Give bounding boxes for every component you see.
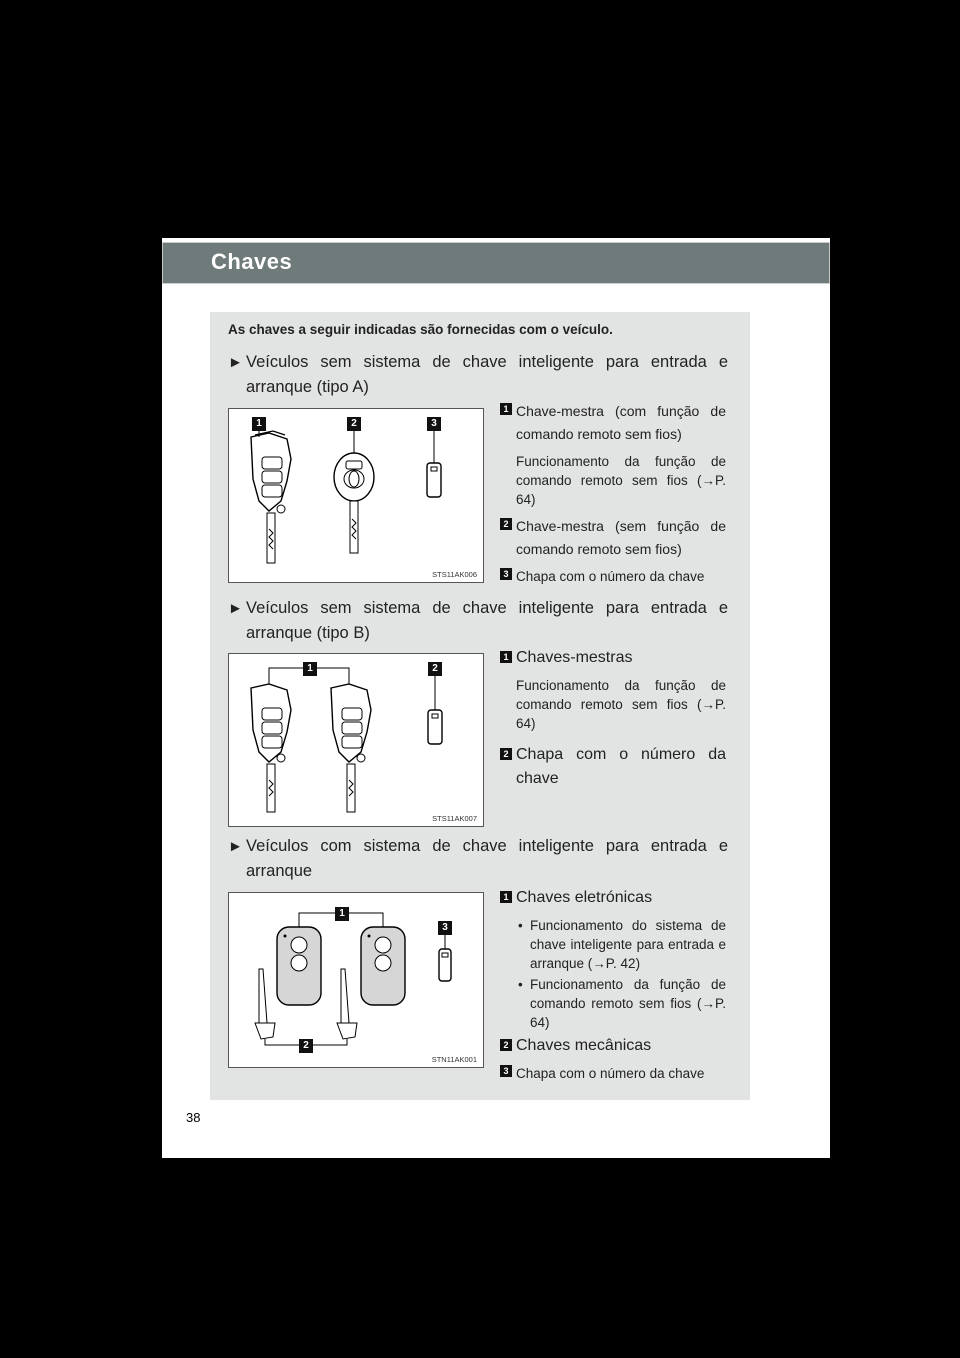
section-heading-smart: ► Veículos com sistema de chave inteligente para entrada e arranque <box>228 837 728 880</box>
figure-keys-smart <box>228 892 484 1068</box>
callout-3: 3 <box>427 417 441 431</box>
legend-item-2: 2 Chaves mecânicas <box>500 1034 726 1058</box>
callout-1: 1 <box>303 662 317 676</box>
keys-illustration <box>229 893 483 1067</box>
figure-code: STS11AK007 <box>432 814 477 823</box>
remote-master-key-drawing-left <box>251 684 291 812</box>
legend-item-1-bullet-2: • Funcionamento da função de comando remoto sem fios (→P. 64) <box>518 977 726 1030</box>
legend-item-3: 3 Chapa com o número da chave <box>500 565 726 588</box>
keys-illustration <box>229 654 483 826</box>
legend-type-a <box>500 400 726 588</box>
callout-2: 2 <box>428 662 442 676</box>
legend-item-3: 3 Chapa com o número da chave <box>500 1062 726 1085</box>
figure-code: STS11AK006 <box>432 570 477 579</box>
figure-keys-type-b <box>228 653 484 827</box>
page-number: 38 <box>186 1110 201 1125</box>
electronic-key-drawing-left <box>277 927 321 1005</box>
remote-master-key-drawing <box>251 431 291 563</box>
page-title: Chaves <box>211 249 293 274</box>
legend-smart <box>500 886 726 1085</box>
remote-master-key-drawing-right <box>331 684 371 812</box>
mechanical-key-drawing-left <box>255 969 275 1039</box>
section-header <box>162 242 830 284</box>
number-plate-drawing <box>428 710 442 744</box>
callout-2: 2 <box>347 417 361 431</box>
manual-page <box>162 238 830 1158</box>
callout-1: 1 <box>335 907 349 921</box>
keys-illustration <box>229 409 483 582</box>
legend-item-1: 1 Chaves eletrónicas <box>500 886 726 910</box>
legend-item-1-desc: Funcionamento da função de comando remoto sem fios (→P. 64) <box>516 454 726 507</box>
callout-1: 1 <box>252 417 266 431</box>
intro-text: As chaves a seguir indicadas são fornecidas com o veículo. <box>228 322 613 337</box>
number-plate-drawing <box>427 463 441 497</box>
figure-code: STN11AK001 <box>431 1055 477 1064</box>
section-heading-type-b: ► Veículos sem sistema de chave inteligente para entrada e arranque (tipo B) <box>228 599 728 642</box>
legend-item-2: 2 Chapa com o número da chave <box>500 743 726 791</box>
arrow-icon: ► <box>228 838 243 855</box>
callout-2: 2 <box>299 1039 313 1053</box>
figure-keys-type-a <box>228 408 484 583</box>
legend-item-1: 1 Chaves-mestras <box>500 646 726 670</box>
arrow-icon: ► <box>228 354 243 371</box>
legend-item-1: 1 Chave-mestra (com função de comando remoto sem fios) <box>500 400 726 446</box>
electronic-key-drawing-right <box>361 927 405 1005</box>
section-heading-type-a: ► Veículos sem sistema de chave inteligente para entrada e arranque (tipo A) <box>228 353 728 396</box>
legend-item-1-bullet-1: • Funcionamento do sistema de chave inteligente para entrada e arranque (→P. 42) <box>518 918 726 971</box>
number-plate-drawing <box>439 949 451 981</box>
legend-item-2: 2 Chave-mestra (sem função de comando remoto sem fios) <box>500 515 726 561</box>
content-panel <box>210 312 750 1100</box>
master-key-drawing <box>334 453 374 553</box>
legend-item-1-desc: Funcionamento da função de comando remoto sem fios (→P. 64) <box>516 678 726 731</box>
mechanical-key-drawing-right <box>337 969 357 1039</box>
arrow-icon: ► <box>228 600 243 617</box>
legend-type-b <box>500 646 726 791</box>
callout-3: 3 <box>438 921 452 935</box>
